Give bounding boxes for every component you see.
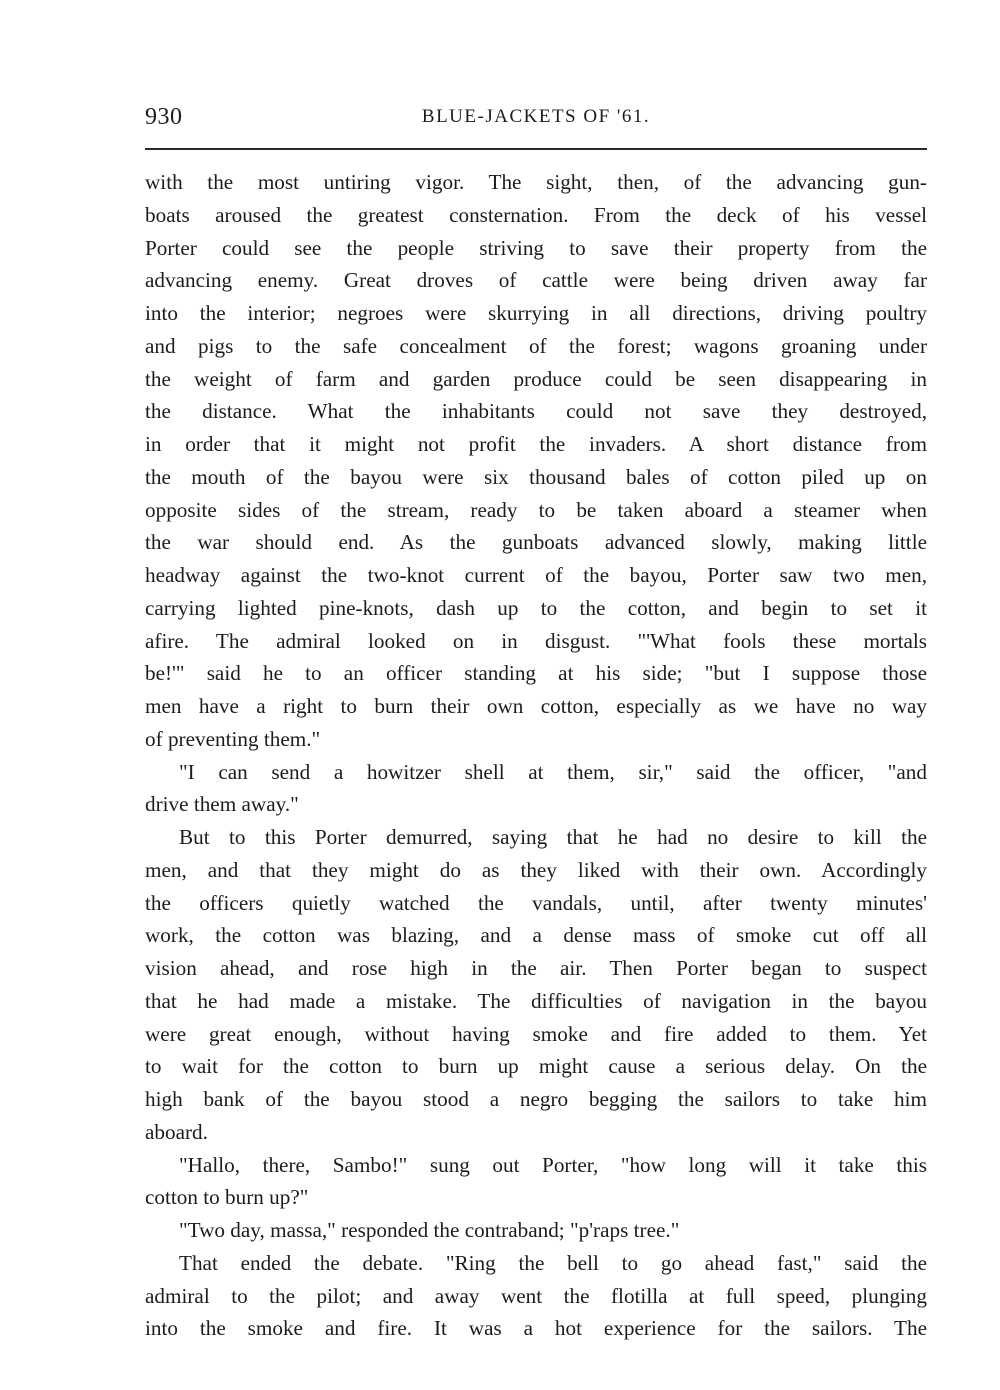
text-line: that he had made a mistake. The difficulties of navigation in the bayou [145, 988, 927, 1013]
text-line: "Hallo, there, Sambo!" sung out Porter, "how long will it take this [179, 1152, 927, 1177]
header-rule [145, 148, 927, 150]
text-line: "Two day, massa," responded the contraband; "p'raps tree." [179, 1218, 680, 1242]
text-line: into the interior; negroes were skurrying in all directions, driving poultry [145, 301, 927, 325]
text-line: men, and that they might do as they liked with their own. Accordingly [145, 857, 927, 882]
text-line: and pigs to the safe concealment of the forest; wagons groaning under [145, 333, 927, 358]
text-line: Porter could see the people striving to save their property from the [145, 235, 927, 260]
text-line: the mouth of the bayou were six thousand bales of cotton piled up on [145, 464, 927, 489]
text-line: advancing enemy. Great droves of cattle were being driven away far [145, 268, 927, 293]
text-line: work, the cotton was blazing, and a dense mass of smoke cut off all [145, 923, 927, 948]
text-line: the war should end. As the gunboats advanced slowly, making little [145, 530, 927, 555]
text-line: "I can send a howitzer shell at them, sir," said the officer, "and [179, 759, 927, 784]
text-line: the weight of farm and garden produce could be seen disappearing in [145, 366, 927, 391]
text-line: men have a right to burn their own cotton, especially as we have no way [145, 694, 927, 718]
text-line: into the smoke and fire. It was a hot experience for the sailors. The [145, 1316, 927, 1341]
body-text [145, 166, 927, 1345]
text-line: But to this Porter demurred, saying that he had no desire to kill the [179, 825, 927, 849]
text-line: cotton to burn up?" [145, 1185, 309, 1210]
text-line: high bank of the bayou stood a negro begging the sailors to take him [145, 1087, 927, 1111]
text-line: vision ahead, and rose high in the air. Then Porter began to suspect [145, 956, 927, 980]
text-line: afire. The admiral looked on in disgust. "'What fools these mortals [145, 628, 927, 653]
text-line: with the most untiring vigor. The sight, then, of the advancing gun- [145, 170, 927, 194]
page-number: 930 [145, 104, 183, 130]
text-line: opposite sides of the stream, ready to be taken aboard a steamer when [145, 497, 927, 522]
text-line: the officers quietly watched the vandals, until, after twenty minutes' [145, 890, 927, 915]
text-line: drive them away." [145, 792, 299, 817]
text-line: be!'" said he to an officer standing at his side; "but I suppose those [145, 661, 927, 686]
text-line: headway against the two-knot current of the bayou, Porter saw two men, [145, 563, 927, 587]
text-line: the distance. What the inhabitants could not save they destroyed, [145, 399, 927, 424]
text-line: That ended the debate. "Ring the bell to go ahead fast," said the [179, 1250, 927, 1275]
text-line: carrying lighted pine-knots, dash up to the cotton, and begin to set it [145, 595, 927, 620]
text-line: to wait for the cotton to burn up might cause a serious delay. On the [145, 1054, 927, 1079]
text-line: of preventing them." [145, 726, 321, 751]
running-title: BLUE-JACKETS OF '61. [421, 106, 651, 127]
text-line: were great enough, without having smoke and fire added to them. Yet [145, 1021, 927, 1046]
text-line: aboard. [145, 1119, 208, 1144]
text-line: in order that it might not profit the invaders. A short distance from [145, 432, 927, 456]
text-line: boats aroused the greatest consternation. From the deck of his vessel [145, 202, 927, 227]
text-line: admiral to the pilot; and away went the flotilla at full speed, plunging [145, 1283, 927, 1308]
running-head [145, 104, 927, 136]
